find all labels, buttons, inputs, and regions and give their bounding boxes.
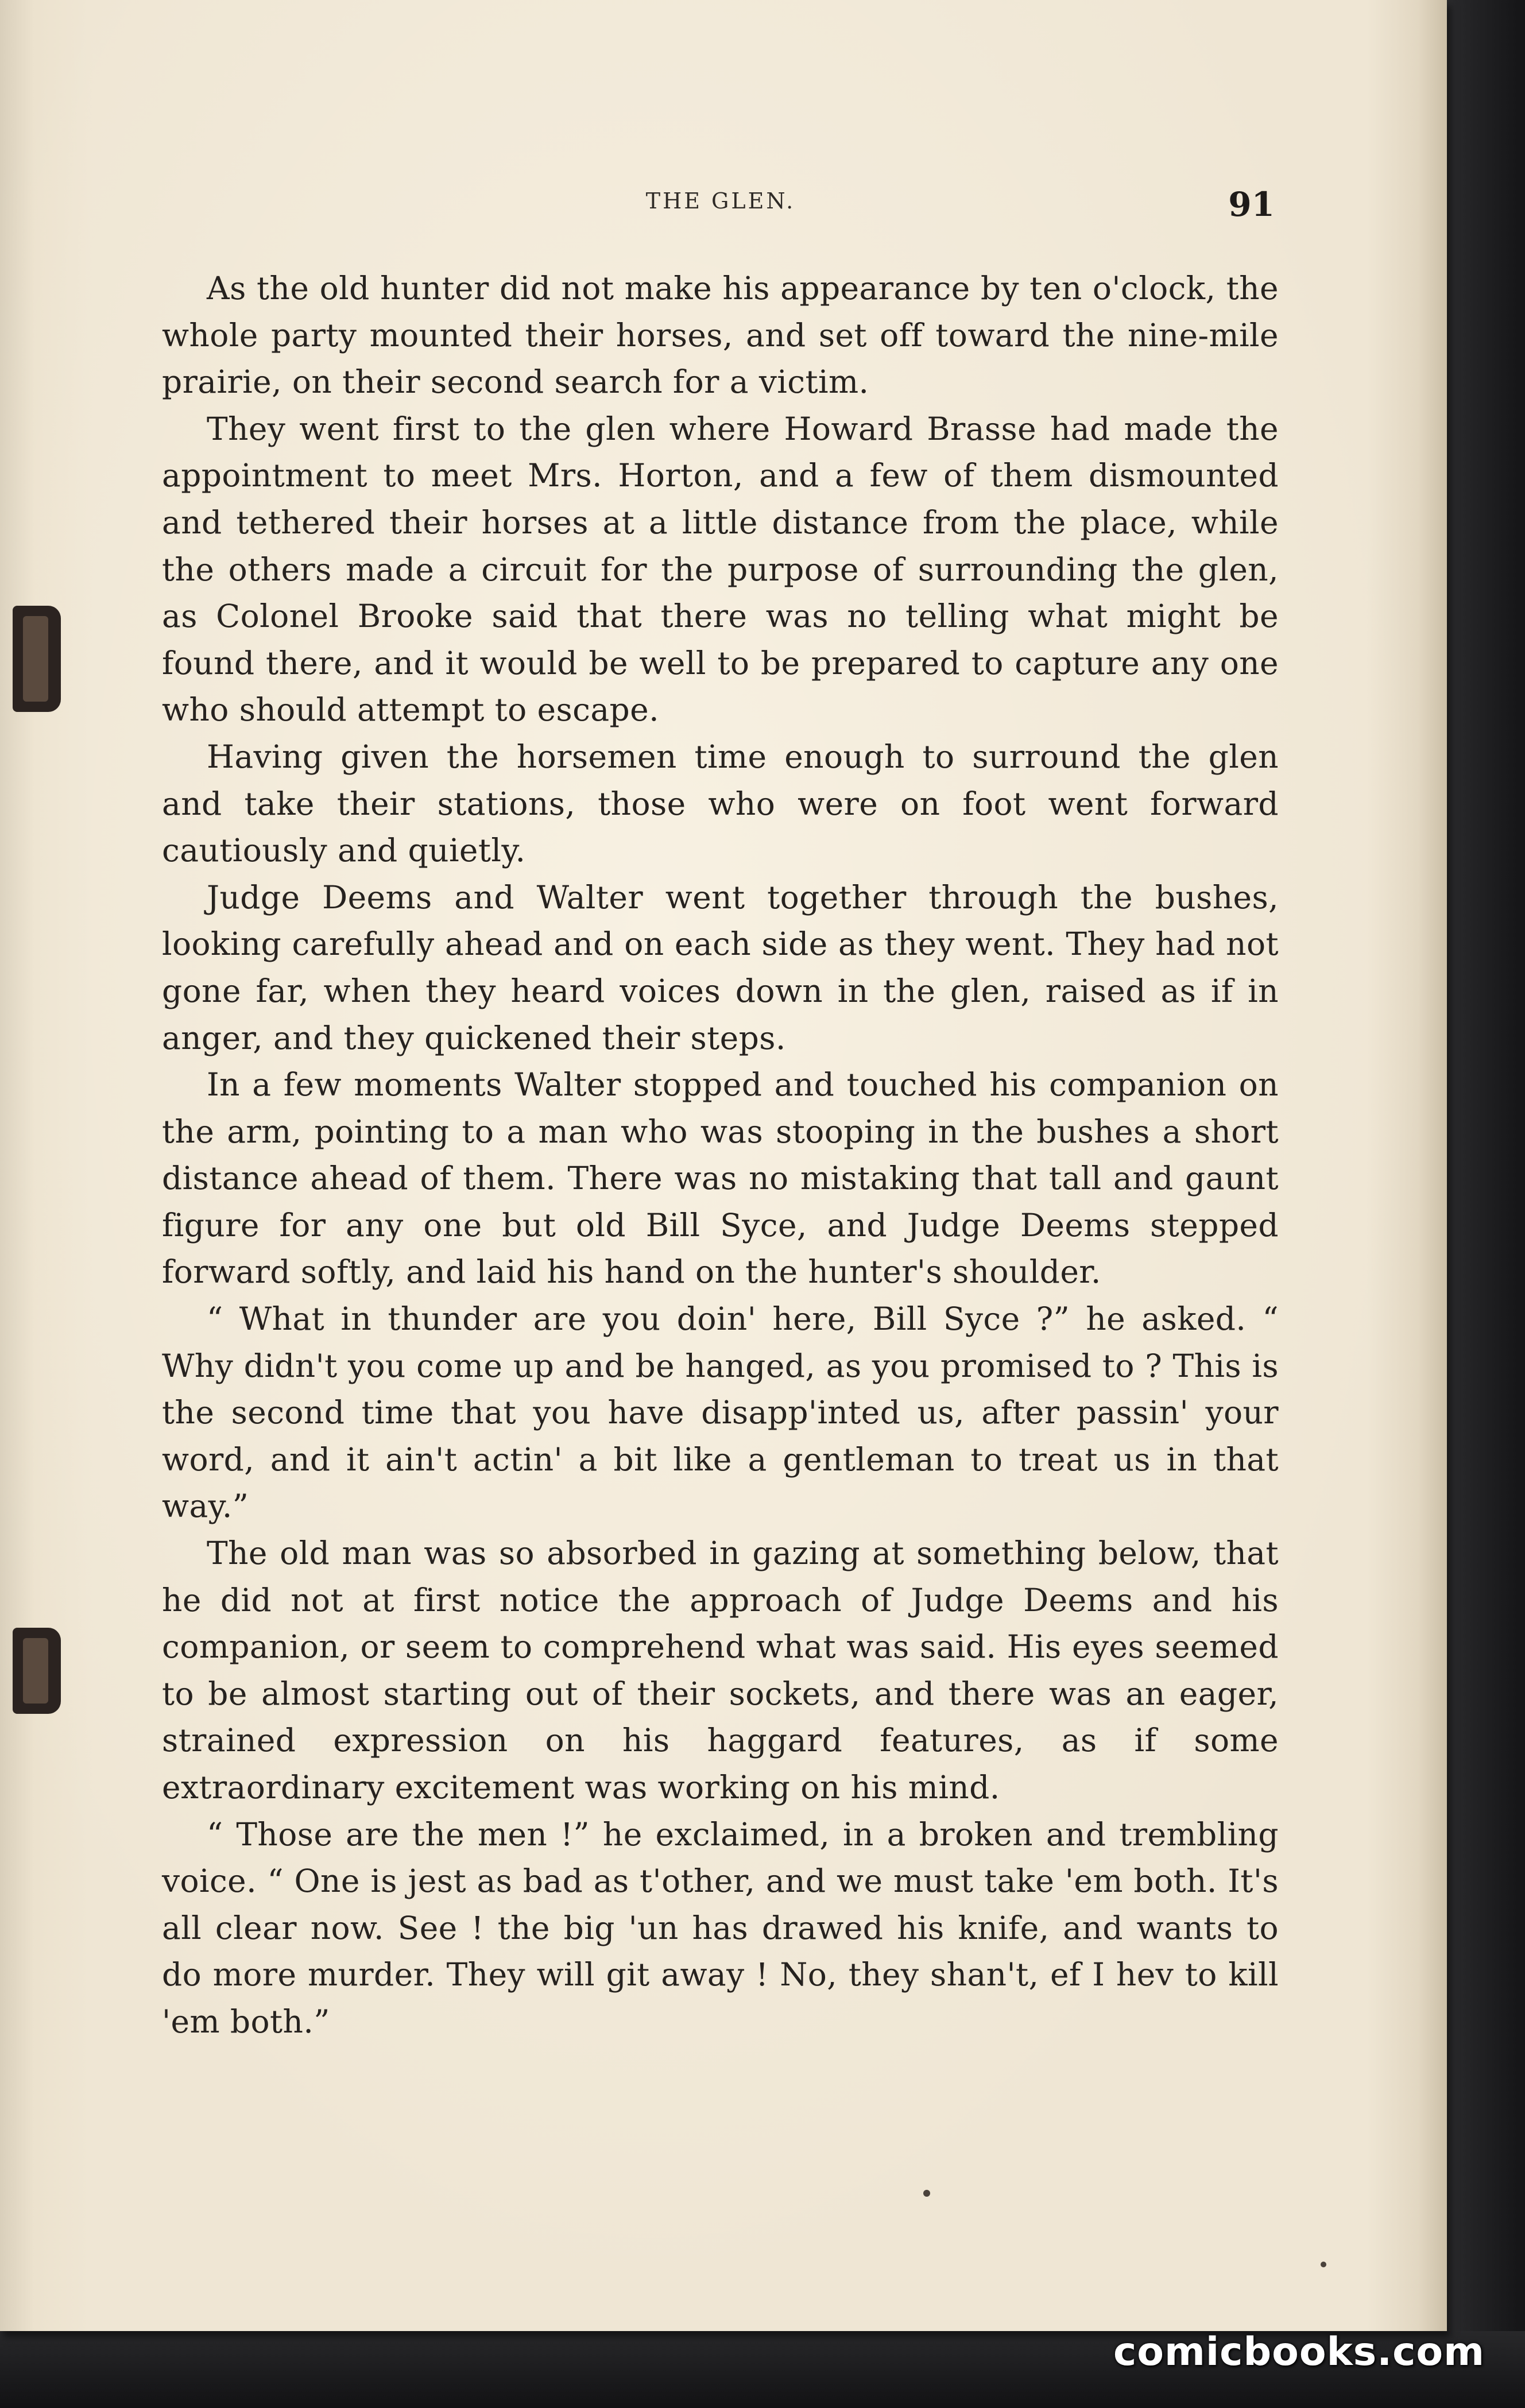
ink-speck (1321, 2262, 1326, 2267)
running-head (167, 185, 1275, 225)
site-watermark: comicbooks.com (1113, 2329, 1485, 2375)
paragraph: In a few moments Walter stopped and touched his companion on the arm, pointing to a man who was stooping in the bushes a short distance ahead of them. There was no mistaking that tall and gaunt figure for any one but old Bill Syce, and Judge Deems stepped forward softly, and laid his hand on the hunter's shoulder. (162, 1066, 1279, 1291)
ink-speck (923, 2190, 930, 2197)
dark-background-right (1447, 0, 1525, 2408)
body-text (162, 265, 1279, 2046)
paragraph: “ Those are the men !” he exclaimed, in a broken and trembling voice. “ One is jest as bad as t'other, and we must take 'em both. It's all clear now. See ! the big 'un has drawed his knife, and wants to do more murder. They will git away ! No, they shan't, ef I hev to kill 'em both.” (162, 1815, 1279, 2040)
paragraph: Having given the horsemen time enough to surround the glen and take their stations, those who were on foot went forward cautiously and quietly. (162, 738, 1279, 869)
binding-stitch-mark (13, 1628, 61, 1714)
page-number: 91 (1228, 185, 1275, 224)
binding-stitch-mark (13, 606, 61, 712)
paragraph: As the old hunter did not make his appearance by ten o'clock, the whole party mounted their horses, and set off toward the nine-mile prairie, on their second search for a victim. (162, 270, 1279, 401)
paragraph: They went first to the glen where Howard Brasse had made the appointment to meet Mrs. Horton, and a few of them dismounted and tethered their horses at a little distance from the place, while the others made a circuit for the purpose of surrounding the glen, as Colonel Brooke said that there was no telling what might be found there, and it would be well to be prepared to capture any one who should attempt to escape. (162, 410, 1279, 729)
running-head-title: THE GLEN. (645, 188, 796, 214)
paragraph: “ What in thunder are you doin' here, Bill Syce ?” he asked. “ Why didn't you come up and be hanged, as you promised to ? This is the second time that you have disapp'inted us, after passin' your word, and it ain't actin' a bit like a gentleman to treat us in that way.” (162, 1300, 1279, 1525)
paragraph: Judge Deems and Walter went together through the bushes, looking carefully ahead and on each side as they went. They had not gone far, when they heard voices down in the glen, raised as if in anger, and they quickened their steps. (162, 878, 1279, 1056)
paragraph: The old man was so absorbed in gazing at something below, that he did not at first notice the approach of Judge Deems and his companion, or seem to comprehend what was said. His eyes seemed to be almost starting out of their sockets, and there was an eager, strained expression on his haggard features, as if some extraordinary excitement was working on his mind. (162, 1535, 1279, 1806)
